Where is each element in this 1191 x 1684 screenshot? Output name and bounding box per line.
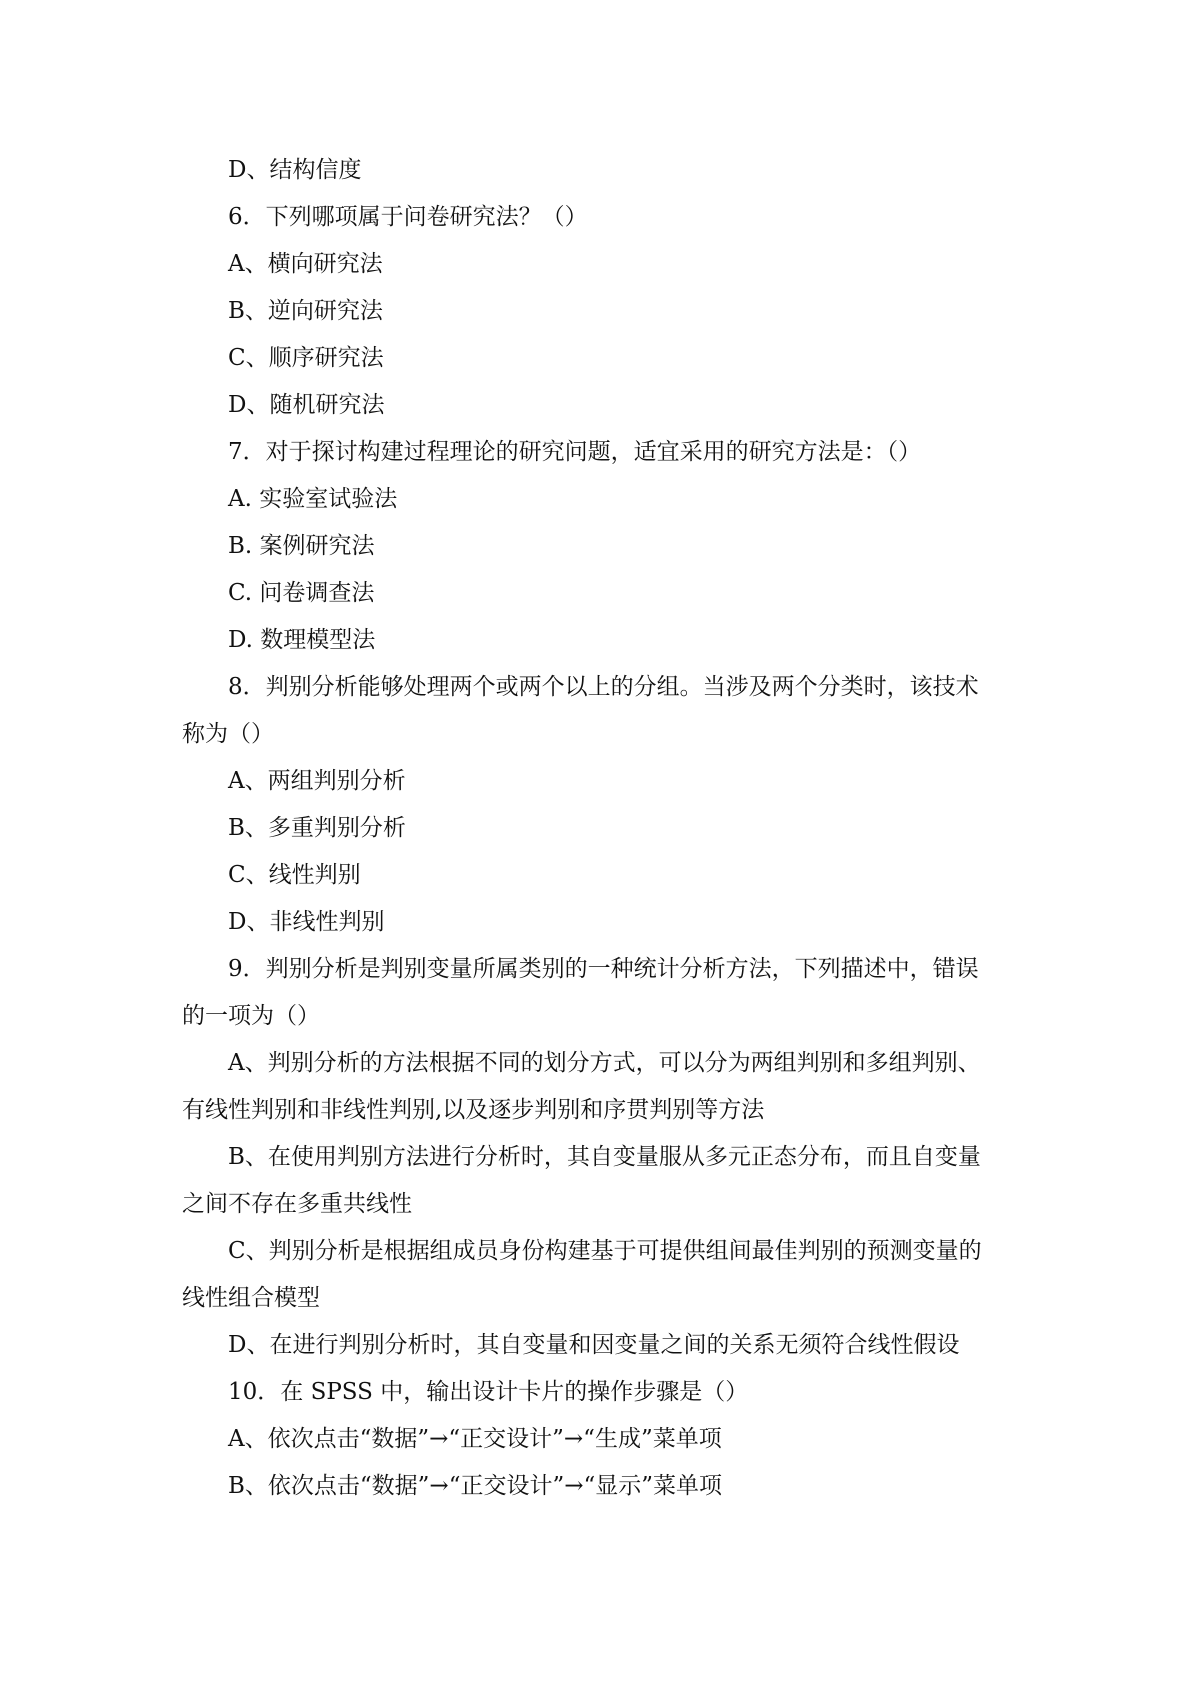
text-line: A、两组判别分析 [228,768,406,794]
text-line-continuation: 称为（） [182,721,274,747]
text-line: C、线性判别 [228,862,361,888]
text-line-continuation: 线性组合模型 [182,1285,320,1311]
text-line-continuation: 之间不存在多重共线性 [182,1191,412,1217]
text-line: B、依次点击“数据”→“正交设计”→“显示”菜单项 [228,1473,722,1499]
text-line: 9．判别分析是判别变量所属类别的一种统计分析方法，下列描述中，错误 [228,956,979,982]
text-line: 10．在 SPSS 中，输出设计卡片的操作步骤是（） [228,1379,749,1405]
text-line: A、依次点击“数据”→“正交设计”→“生成”菜单项 [228,1426,722,1452]
text-line: B、多重判别分析 [228,815,406,841]
text-line: D、结构信度 [228,157,362,183]
text-line: D、非线性判别 [228,909,385,935]
text-line: 7．对于探讨构建过程理论的研究问题，适宜采用的研究方法是：（） [228,439,922,465]
text-line: D、在进行判别分析时，其自变量和因变量之间的关系无须符合线性假设 [228,1332,960,1358]
text-line: B. 案例研究法 [228,533,375,559]
text-line: C. 问卷调查法 [228,580,375,606]
text-line: 8．判别分析能够处理两个或两个以上的分组。当涉及两个分类时，该技术 [228,674,979,700]
text-line: A、横向研究法 [228,251,383,277]
text-line: D. 数理模型法 [228,627,376,653]
text-line: 6．下列哪项属于问卷研究法？（） [228,204,588,230]
text-line: D、随机研究法 [228,392,385,418]
text-line: A、判别分析的方法根据不同的划分方式，可以分为两组判别和多组判别、 [228,1050,981,1076]
text-line: B、逆向研究法 [228,298,383,324]
text-line-continuation: 的一项为（） [182,1003,320,1029]
text-line: B、在使用判别方法进行分析时，其自变量服从多元正态分布，而且自变量 [228,1144,981,1170]
text-line: A. 实验室试验法 [228,486,398,512]
text-line: C、判别分析是根据组成员身份构建基于可提供组间最佳判别的预测变量的 [228,1238,982,1264]
text-line-continuation: 有线性判别和非线性判别,以及逐步判别和序贯判别等方法 [182,1097,765,1123]
document-body [182,147,1022,1510]
text-line: C、顺序研究法 [228,345,384,371]
